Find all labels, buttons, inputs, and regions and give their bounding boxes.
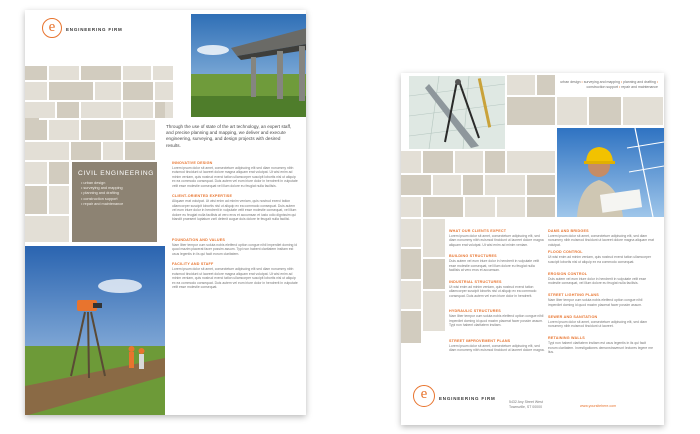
firm-logo-icon: e (413, 385, 435, 407)
grid-tile (455, 151, 483, 173)
section-heading: RETAINING WALLS (548, 336, 585, 340)
grid-tile (103, 142, 123, 160)
section-heading: STREET LIGHTING PLANS (548, 293, 599, 297)
engineer-photo (557, 128, 664, 217)
drafting-tools-photo (409, 76, 505, 149)
grid-tile (423, 291, 445, 331)
firm-name: ENGINEERING FIRM (439, 396, 496, 401)
tagline-item: • surveying and mapping (581, 80, 620, 84)
surveyor-illustration (25, 246, 165, 415)
grid-tile (95, 82, 121, 100)
grid-tile (401, 311, 421, 343)
grid-tile (401, 249, 421, 279)
grid-tile (507, 97, 555, 125)
grid-tile (49, 120, 79, 140)
bridge-illustration (191, 14, 306, 117)
grid-tile (25, 142, 69, 160)
grid-tile (81, 66, 121, 80)
grid-tile (123, 102, 153, 118)
grid-tile (81, 102, 121, 118)
grid-tile (153, 66, 173, 80)
grid-tile (423, 259, 445, 289)
grid-tile (401, 175, 431, 195)
grid-tile (465, 197, 495, 217)
service-item: • repair and maintenance (81, 202, 123, 207)
grid-tile (25, 82, 47, 100)
section-heading: WHAT OUR CLIENTS EXPECT (449, 228, 507, 233)
section-body: Nam liber tempor cum soluta nobis eleifend option congue nihil imperdiet doming id quod mazim placerat facer possim assum. Typi non habent claritatem insitam est usus legentis in iis qui facit eorum claritatem. (172, 242, 297, 256)
grid-tile (485, 151, 505, 173)
grid-tile (25, 216, 69, 242)
tagline-item: urban design (560, 80, 581, 84)
grid-tile (423, 219, 445, 257)
grid-tile (485, 175, 525, 195)
tagline-item: • repair and maintenance (618, 85, 658, 89)
grid-tile (49, 162, 69, 184)
back-right-column (548, 226, 654, 355)
back-left-column (449, 226, 545, 358)
grid-tile (123, 82, 153, 100)
section-body: Aliquam erat volutpat. Ut wisi enim ad minim veniam, quis nostrud exerci tation ullamcorper suscipit lobortis nisl ut aliquip ex ea commodo consequat. Duis autem vel eum iriure dolor in hendrerit in vulputate velit esse molestie consequat, vel illum dolore eu feugiat nulla facilisis at vero eros et accumsan et iusto odio dignissim qui blandit praesent luptatum zzril delenit augue duis dolore te feugait nulla facilisi. (172, 199, 297, 222)
firm-name: ENGINEERING FIRM (66, 27, 123, 32)
section-heading: HYDRAULIC STRUCTURES (449, 309, 501, 313)
section-body: Lorem ipsum dolor sit amet, consectetuer adipiscing elit, sed diam nonummy nibh euismod tincidunt ut laoreet dolore magna aliquam erat volutpat. Ut wisi enim ad minim veniam. (449, 233, 544, 247)
grid-tile (623, 97, 663, 125)
firm-logo-icon: e (42, 18, 62, 38)
grid-tile (25, 118, 39, 124)
grid-tile (433, 175, 461, 195)
grid-tile (71, 142, 101, 160)
brochure-back-page (401, 73, 664, 425)
section-heading: STREET IMPROVEMENT PLANS (449, 338, 511, 343)
section-body: Lorem ipsum dolor sit amet, consectetuer adipiscing elit sed diam nonummy nibh euismod tincidunt ut laoreet dolore magna aliquam erat volutpat. Ut wisi enim ad minim veniam, quis nostrud exerci tation ullamcorper suscipit lobortis nisl ut aliquip ex ea commodo consequat. Duis autem vel eum iriure dolor in hendrerit in vulputate velit esse molestie consequat vel illum dolore eu feugiat nulla facilisis. (172, 165, 298, 188)
address (509, 400, 543, 409)
section-body: Duis autem vel eum iriure dolor in hendrerit in vulputate velit esse molestie consequat, vel illum dolore eu feugiat nulla facilisis at vero eros et accumsan. (449, 259, 540, 273)
section-body: Lorem ipsum dolor sit amet, consectetuer adipiscing elit, sed diam nonummy nibh euismod tincidunt ut laoreet dolore magna. (449, 343, 545, 353)
tagline-item: • construction support (587, 80, 658, 89)
grid-tile (557, 97, 587, 125)
section-heading: EROSION CONTROL (548, 271, 588, 276)
grid-tile (25, 186, 47, 214)
service-item: • planning and drafting (81, 191, 123, 196)
service-item: • construction support (81, 197, 123, 202)
address-line: 5432 Any Street West (509, 400, 543, 404)
section-heading: INDUSTRIAL STRUCTURES (449, 279, 502, 284)
footer-logo (413, 385, 435, 407)
website-link[interactable]: www.yoursitehere.com (580, 404, 617, 408)
grid-tile (589, 97, 621, 125)
grid-tile (123, 66, 151, 80)
section-body: Nam liber tempor cum soluta nobis eleifend option congue nihil imperdiet doming id quod mazim placerat facer possim assum. Typi non habent claritatem insitam. (449, 314, 544, 328)
grid-tile (423, 197, 463, 217)
grid-tile (507, 75, 535, 95)
bridge-photo (191, 14, 306, 117)
grid-tile (57, 102, 79, 118)
services-box (72, 162, 157, 242)
grid-tile (49, 66, 79, 80)
section-body: Ut wisi enim ad minim veniam, quis nostrud exerci tation ullamcorper suscipit lobortis nisl ut aliquip ex ea commodo consequat. (548, 255, 652, 264)
grid-tile (507, 151, 555, 173)
section-body: Duis autem vel eum iriure dolor in hendrerit in vulputate velit esse molestie consequat, vel illum dolore eu feugiat nulla facilisis. (548, 276, 647, 286)
grid-tile (401, 197, 421, 217)
grid-tile (423, 151, 453, 173)
engineer-illustration (557, 128, 664, 217)
section-heading: FACILITY AND STAFF (172, 262, 214, 266)
section-body: Typi non habent claritatem insitam est usus legentis in iis qui facit eorum claritatem. Investigationes demonstraverunt lectores legere me lius. (548, 341, 653, 355)
services-title: CIVIL ENGINEERING (78, 170, 155, 177)
service-item: • surveying and mapping (81, 186, 123, 191)
section-body: Lorem ipsum dolor sit amet, consectetuer adipiscing elit, sed diam nonummy nibh euismod tincidunt ut laoreet dolore magna aliquam erat volutpat. (548, 233, 654, 247)
section-body: Ut wisi enim ad minim veniam, quis nostrud exerci tation ullamcorper suscipit lobortis nisl ut aliquip ex ea commodo consequat. Duis autem vel eum iriure dolor in hendrerit. (449, 284, 537, 298)
drafting-illustration (409, 76, 505, 149)
section-heading: BUILDING STRUCTURES (449, 254, 497, 258)
grid-tile (81, 120, 123, 140)
grid-tile (155, 82, 173, 100)
grid-tile (463, 175, 483, 195)
section-heading: SEWER AND SANITATION (548, 314, 598, 319)
section-heading: FLOOD CONTROL (548, 250, 583, 254)
service-item: • urban design (81, 181, 123, 186)
grid-tile (125, 142, 155, 160)
grid-tile (527, 175, 555, 195)
section-body: Lorem ipsum dolor sit amet, consectetuer adipiscing elit, sed diam nonummy nibh euismod tincidunt ut laoreet. (548, 319, 648, 329)
grid-tile (401, 151, 421, 173)
services-tagline (553, 80, 658, 89)
intro-text: Through the use of state of the art technology, an expert staff, and precise planning and mapping, we deliver and execute engineering, surveying, and design projects with desired results. (166, 124, 292, 148)
grid-tile (401, 281, 421, 309)
grid-tile (49, 186, 69, 214)
grid-tile (165, 102, 173, 118)
front-content-column (172, 158, 300, 297)
address-line: Townsville, ST 00000 (509, 404, 543, 409)
section-heading: FOUNDATION AND VALUES (172, 237, 226, 242)
section-body: Nam liber tempor cum soluta nobis eleifend option congue nihil imperdiet doming id quod mazim placerat facer possim assum. (548, 298, 643, 307)
grid-tile (401, 219, 421, 247)
grid-tile (527, 197, 555, 217)
grid-tile (25, 162, 47, 184)
grid-tile (25, 102, 55, 118)
grid-tile (497, 197, 525, 217)
brochure-front-page (25, 10, 306, 415)
tagline-item: • planning and drafting (620, 80, 656, 84)
section-heading: DAMS AND BRIDGES (548, 228, 589, 233)
grid-tile (49, 82, 93, 100)
section-heading: CLIENT-ORIENTED EXPERTISE (172, 194, 233, 198)
grid-tile (125, 120, 155, 140)
grid-tile (25, 66, 47, 80)
section-body: Lorem ipsum dolor sit amet, consectetuer adipiscing elit sed diam nonummy nibh euismod tincidunt ut laoreet dolore magna aliquam erat volutpat. Ut wisi enim ad minim veniam, quis nostrud exerci tation ullamcorper suscipit lobortis nisl ut aliquip ex ea commodo consequat. Duis autem vel eum iriure dolor in hendrerit in vulputate velit esse molestie consequat. (172, 267, 298, 290)
surveyor-photo (25, 246, 165, 415)
section-heading: INNOVATIVE DESIGN (172, 160, 213, 165)
services-list (81, 181, 123, 207)
